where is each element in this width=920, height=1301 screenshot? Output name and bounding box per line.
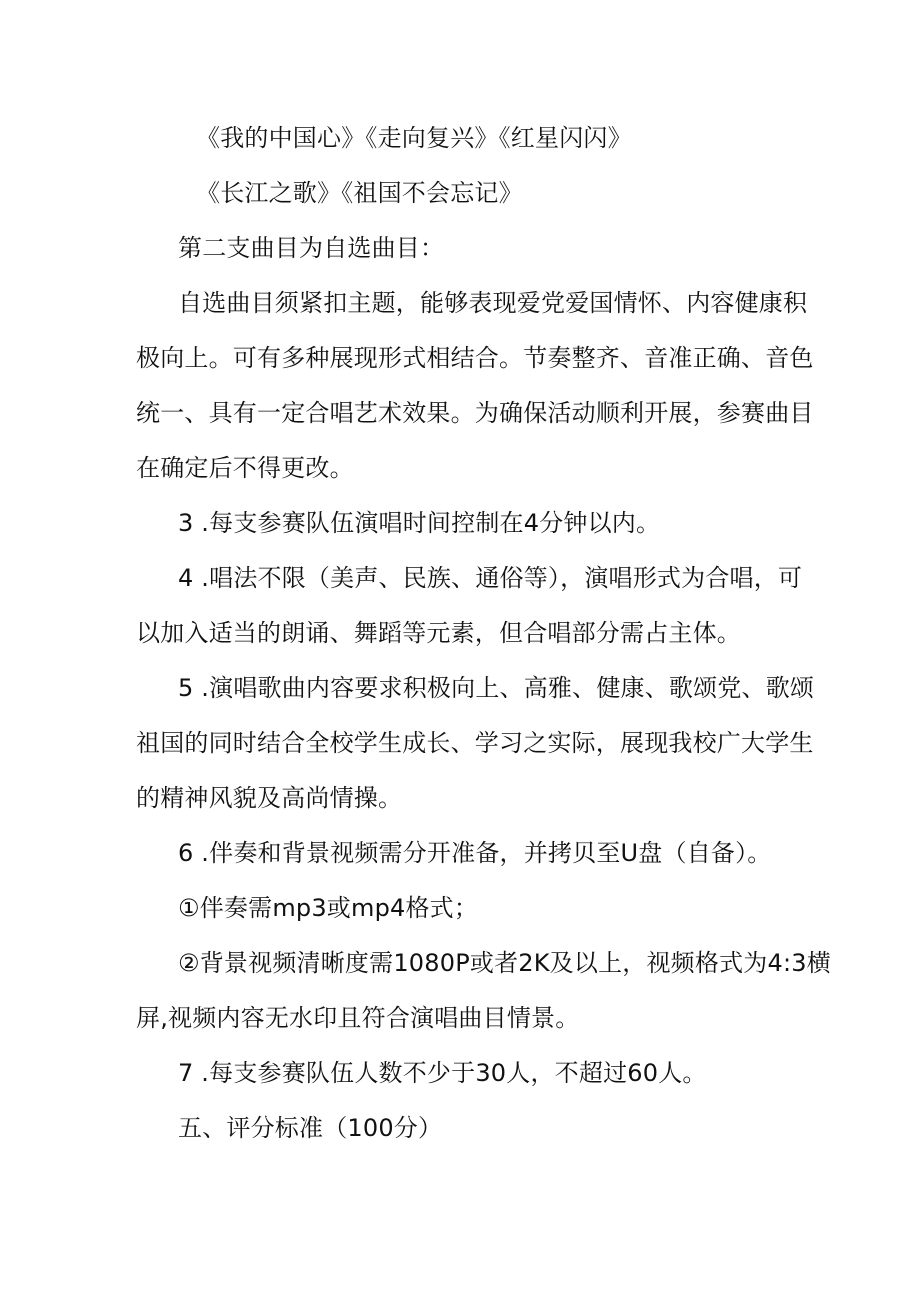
paragraph-line: 统一、具有一定合唱艺术效果。为确保活动顺利开展，参赛曲目 [136, 399, 814, 427]
paragraph-line: 屏,视频内容无水印且符合演唱曲目情景。 [136, 1004, 580, 1032]
song-list-line-2: 《长江之歌》《祖国不会忘记》 [196, 179, 523, 207]
rule-item-3: 3 .每支参赛队伍演唱时间控制在4分钟以内。 [178, 509, 661, 537]
subitem-2: ②背景视频清晰度需1080P或者2K及以上，视频格式为4:3横 [178, 949, 831, 977]
rule-item-6: 6 .伴奏和背景视频需分开准备，并拷贝至U盘（自备）。 [178, 839, 772, 867]
paragraph-line: 在确定后不得更改。 [136, 454, 354, 482]
section-heading: 五、评分标准（100分） [178, 1114, 443, 1142]
paragraph-line: 以加入适当的朗诵、舞蹈等元素，但合唱部分需占主体。 [136, 619, 741, 647]
song-list-line-1: 《我的中国心》《走向复兴》《红星闪闪》 [196, 124, 632, 152]
rule-item-5: 5 .演唱歌曲内容要求积极向上、高雅、健康、歌颂党、歌颂 [178, 674, 815, 702]
paragraph-line: 的精神风貌及高尚情操。 [136, 784, 403, 812]
rule-item-7: 7 .每支参赛队伍人数不少于30人，不超过60人。 [178, 1059, 707, 1087]
subitem-1: ①伴奏需mp3或mp4格式； [178, 894, 479, 922]
second-song-heading: 第二支曲目为自选曲目： [178, 234, 445, 262]
paragraph-line: 祖国的同时结合全校学生成长、学习之实际，展现我校广大学生 [136, 729, 814, 757]
paragraph-line: 自选曲目须紧扣主题，能够表现爱党爱国情怀、内容健康积 [178, 289, 808, 317]
rule-item-4: 4 .唱法不限（美声、民族、通俗等），演唱形式为合唱，可 [178, 564, 803, 592]
paragraph-line: 极向上。可有多种展现形式相结合。节奏整齐、音准正确、音色 [136, 344, 814, 372]
